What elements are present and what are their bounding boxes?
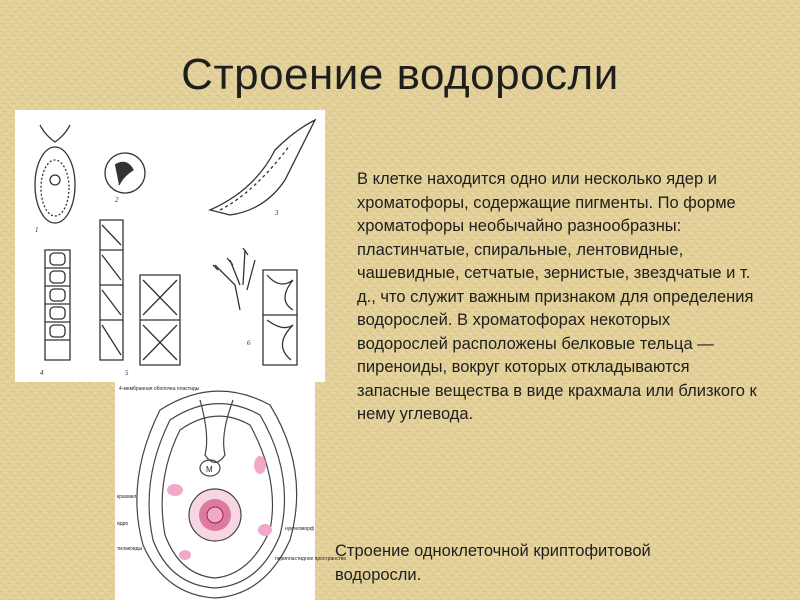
gullet [200, 400, 233, 463]
figure-label-3: 3 [275, 209, 279, 217]
flagella-icon [40, 125, 70, 142]
mitochondrion-label: М [206, 465, 213, 474]
figure-label-1: 1 [35, 226, 39, 234]
figure-label-5: 5 [125, 369, 129, 377]
body-paragraph: В клетке находится одно или несколько ядер и хроматофоры, содержащие пигменты. По форме хроматофоры необычайно разнообразны: пластинчатые, спиральные, лентовидные, чашевидные, сетчатые, зернистые, звездчатые и т. д., что служит важным признаком для определения водорослей. В хроматофорах некоторых водорослей расположены белковые тельца — пиреноиды, вокруг которых откладываются запасные вещества в виде крахмала или близкого к нему углевода. [357, 170, 757, 423]
figure-label-6: 6 [247, 339, 251, 347]
starch-grain [167, 484, 183, 496]
cryptophyte-cell-drawing [115, 380, 347, 600]
figure-label-2: 2 [115, 196, 119, 204]
algae-forms-drawing [15, 110, 325, 382]
filament-network [263, 270, 297, 365]
starch-grain [179, 550, 191, 560]
label-thylakoids: тилакоиды [117, 546, 143, 552]
filament-a [45, 250, 70, 360]
label-periplastid: перипластидное пространство [275, 556, 347, 562]
figure-caption: Строение одноклеточной криптофитовой водоросли. [335, 542, 651, 584]
label-nucleomorph: нуклеоморф [285, 526, 315, 532]
starch-grain [258, 524, 272, 536]
filament-spiral [100, 220, 180, 365]
label-starch: крахмал [117, 494, 137, 500]
ribbon-cell [210, 120, 315, 215]
cryptophyte-cell-figure [115, 380, 347, 600]
branched-filament [213, 248, 255, 310]
figure-label-4: 4 [40, 369, 44, 377]
label-envelope: 4-мембранная оболочка пластиды [119, 386, 200, 392]
slide-title: Строение водоросли [181, 50, 619, 99]
algae-forms-figure [15, 110, 325, 382]
label-nucleus: ядро [117, 521, 129, 527]
starch-grain [254, 456, 266, 474]
